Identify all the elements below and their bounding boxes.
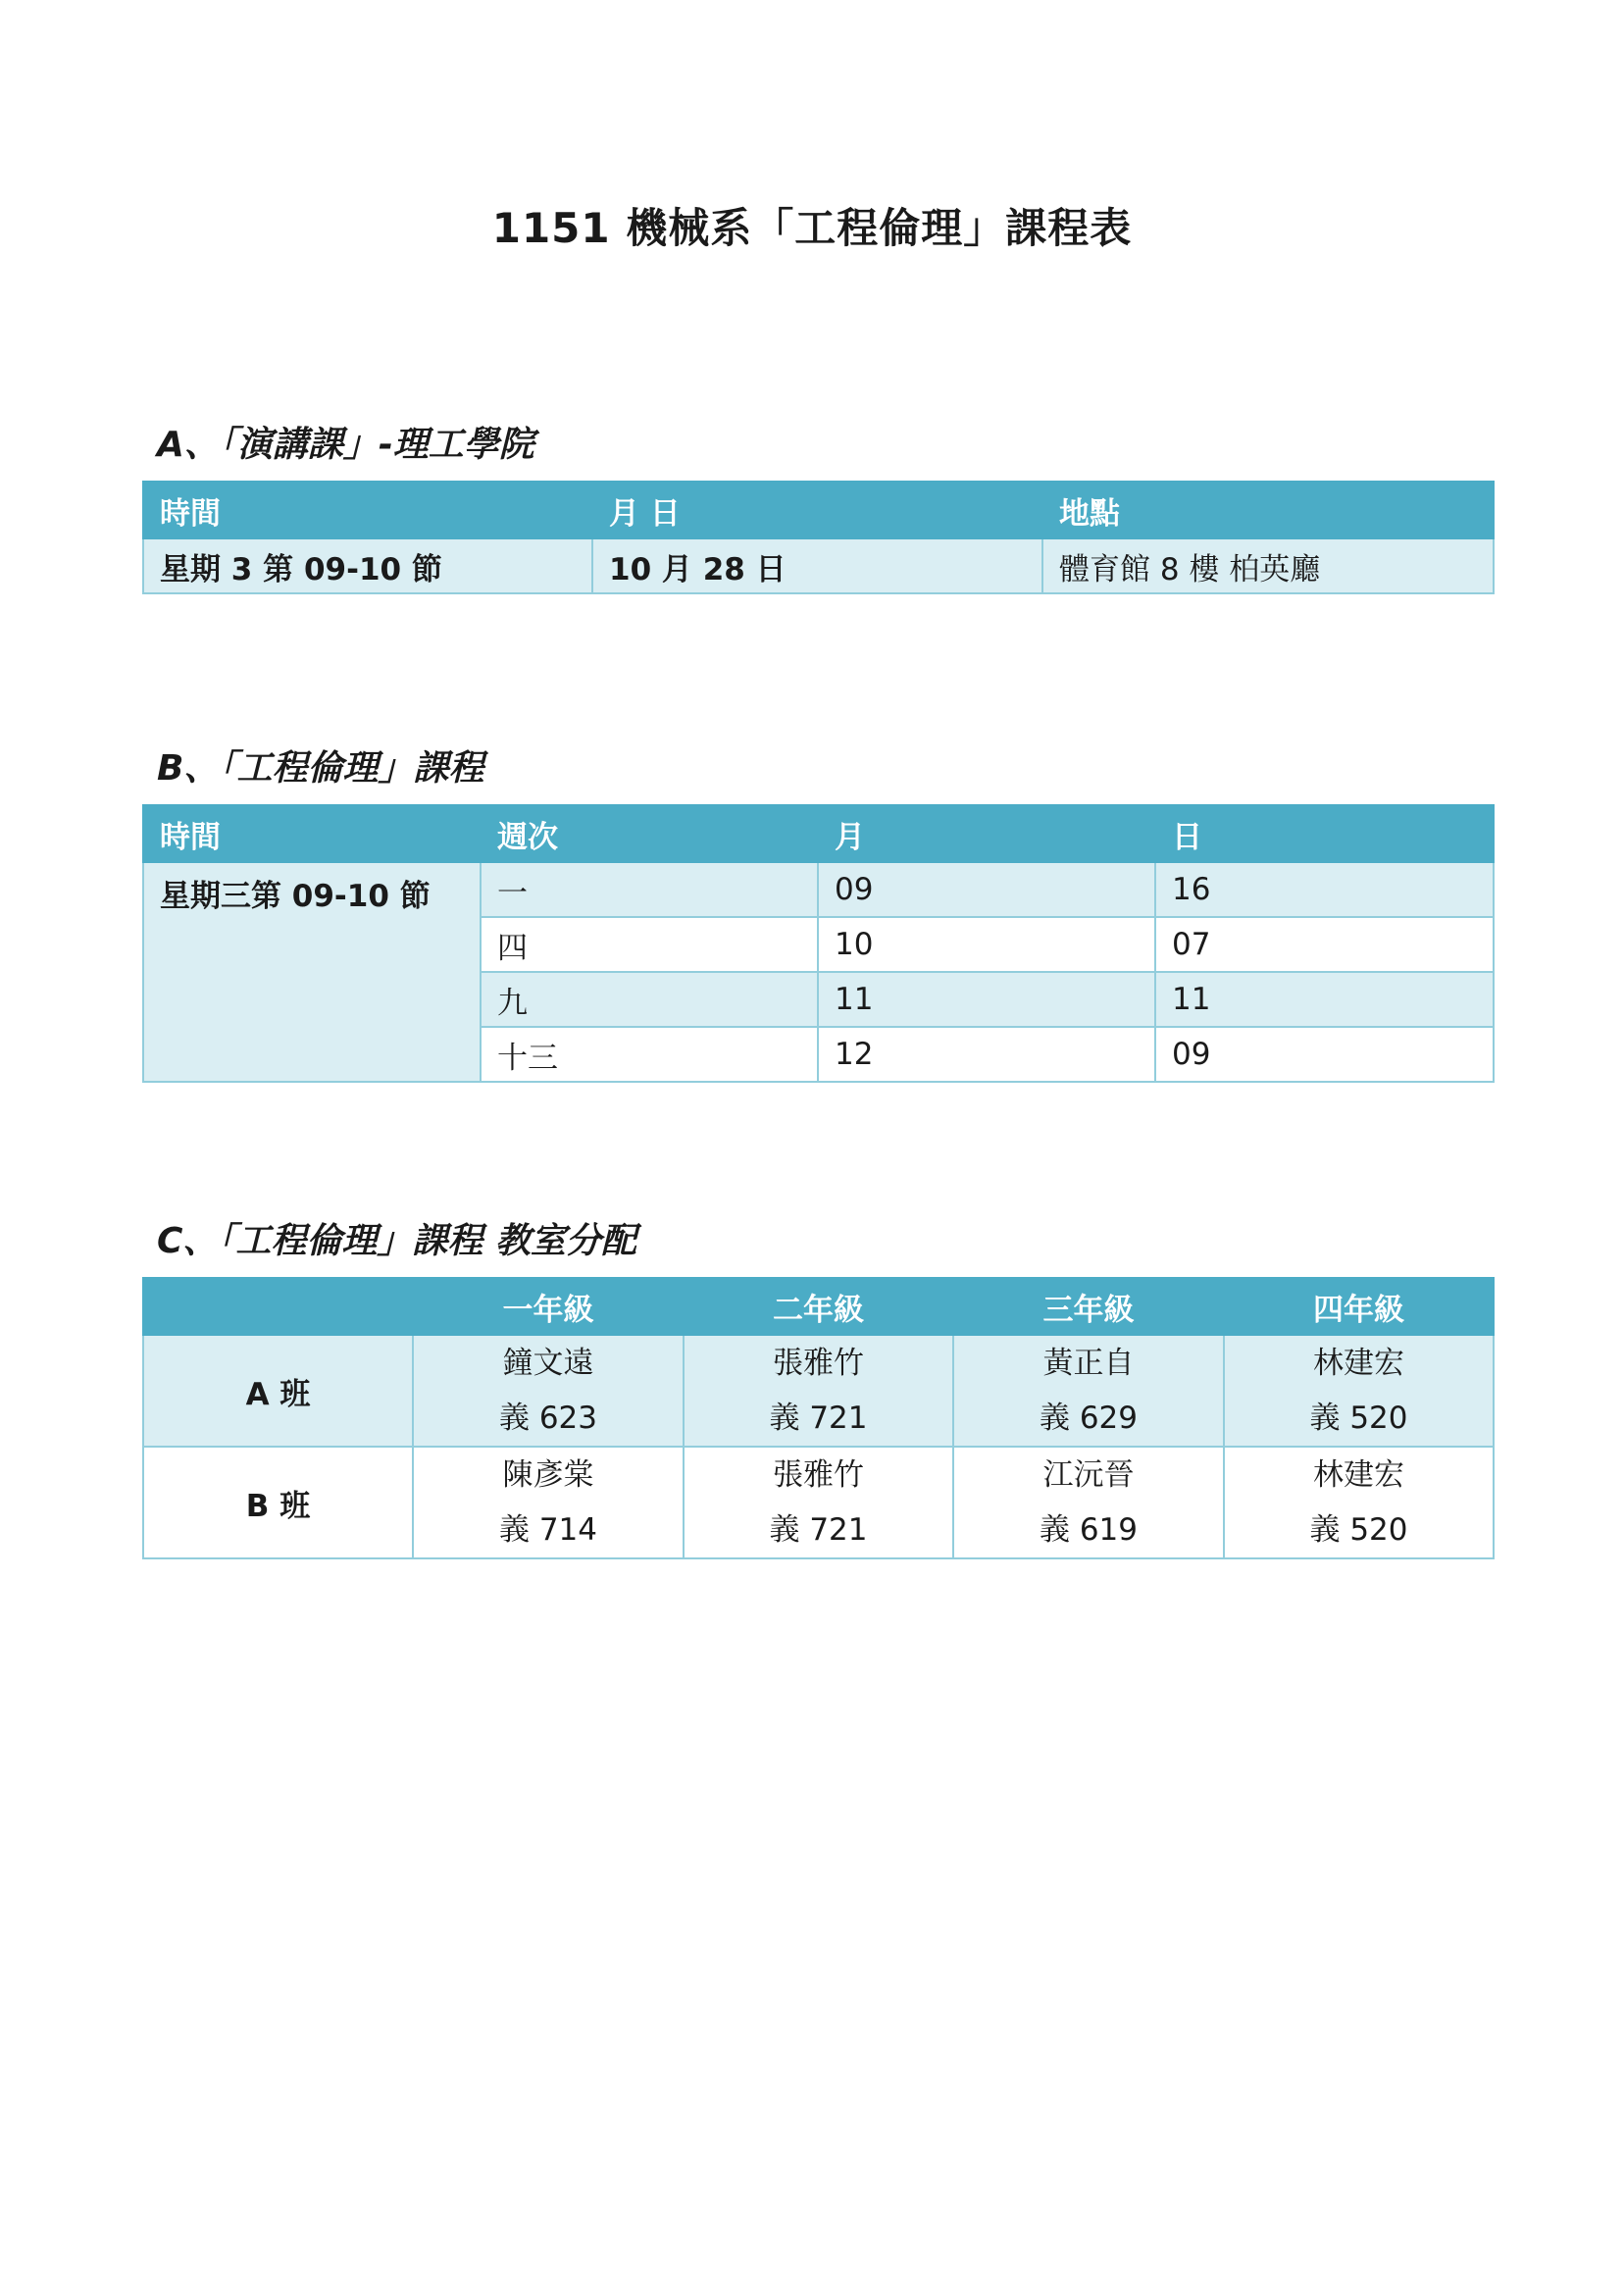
assignment-cell [1224, 1447, 1494, 1558]
day-cell: 11 [1155, 972, 1494, 1027]
assignment-cell [684, 1335, 953, 1447]
header-date: 月 日 [592, 482, 1042, 538]
week-cell: 九 [481, 972, 818, 1027]
teacher-name: 林建宏 [1313, 1346, 1404, 1381]
section-c-heading: C、「工程倫理」課程 教室分配 [157, 1221, 636, 1261]
course-time: 星期三第 09-10 節 [143, 862, 481, 1082]
section-b-heading: B、「工程倫理」課程 [157, 748, 484, 789]
teacher-name: 黃正自 [1042, 1346, 1135, 1381]
room-number: 義 619 [1039, 1512, 1139, 1548]
table-row [143, 862, 1494, 917]
week-cell: 一 [481, 862, 818, 917]
assignment-cell [413, 1447, 684, 1558]
header-month: 月 [818, 805, 1155, 862]
assignment-cell [413, 1335, 684, 1447]
header-class [143, 1278, 413, 1335]
section-a-heading: A、「演講課」-理工學院 [157, 425, 534, 465]
table-row [143, 538, 1494, 593]
header-grade-1: 一年級 [413, 1278, 684, 1335]
assignment-cell [1224, 1335, 1494, 1447]
header-grade-3: 三年級 [953, 1278, 1224, 1335]
header-week: 週次 [481, 805, 818, 862]
class-label: A 班 [143, 1335, 413, 1447]
course-schedule-table [142, 804, 1495, 1083]
teacher-name: 張雅竹 [773, 1346, 864, 1381]
header-time: 時間 [143, 805, 481, 862]
month-cell: 10 [818, 917, 1155, 972]
class-label: B 班 [143, 1447, 413, 1558]
day-cell: 09 [1155, 1027, 1494, 1082]
classroom-assignment-table [142, 1277, 1495, 1559]
teacher-name: 江沅晉 [1042, 1457, 1135, 1493]
header-location: 地點 [1042, 482, 1494, 538]
room-number: 義 714 [498, 1512, 598, 1548]
header-grade-2: 二年級 [684, 1278, 953, 1335]
header-grade-4: 四年級 [1224, 1278, 1494, 1335]
room-number: 義 520 [1309, 1401, 1408, 1436]
month-cell: 09 [818, 862, 1155, 917]
week-cell: 十三 [481, 1027, 818, 1082]
month-cell: 12 [818, 1027, 1155, 1082]
header-day: 日 [1155, 805, 1494, 862]
room-number: 義 520 [1309, 1512, 1408, 1548]
teacher-name: 張雅竹 [773, 1457, 864, 1493]
teacher-name: 陳彥棠 [502, 1457, 594, 1493]
header-time: 時間 [143, 482, 592, 538]
assignment-cell [953, 1447, 1224, 1558]
lecture-date: 10 月 28 日 [592, 538, 1042, 593]
lecture-table [142, 481, 1495, 594]
table-row [143, 1335, 1494, 1447]
room-number: 義 721 [769, 1512, 868, 1548]
assignment-cell [684, 1447, 953, 1558]
week-cell: 四 [481, 917, 818, 972]
assignment-cell [953, 1335, 1224, 1447]
room-number: 義 721 [769, 1401, 868, 1436]
lecture-location: 體育館 8 樓 柏英廳 [1042, 538, 1494, 593]
room-number: 義 623 [498, 1401, 598, 1436]
teacher-name: 鐘文遠 [502, 1346, 594, 1381]
table-row [143, 1447, 1494, 1558]
page-title: 1151 機械系「工程倫理」課程表 [491, 204, 1133, 252]
teacher-name: 林建宏 [1313, 1457, 1404, 1493]
month-cell: 11 [818, 972, 1155, 1027]
lecture-time: 星期 3 第 09-10 節 [143, 538, 592, 593]
room-number: 義 629 [1039, 1401, 1139, 1436]
day-cell: 07 [1155, 917, 1494, 972]
day-cell: 16 [1155, 862, 1494, 917]
